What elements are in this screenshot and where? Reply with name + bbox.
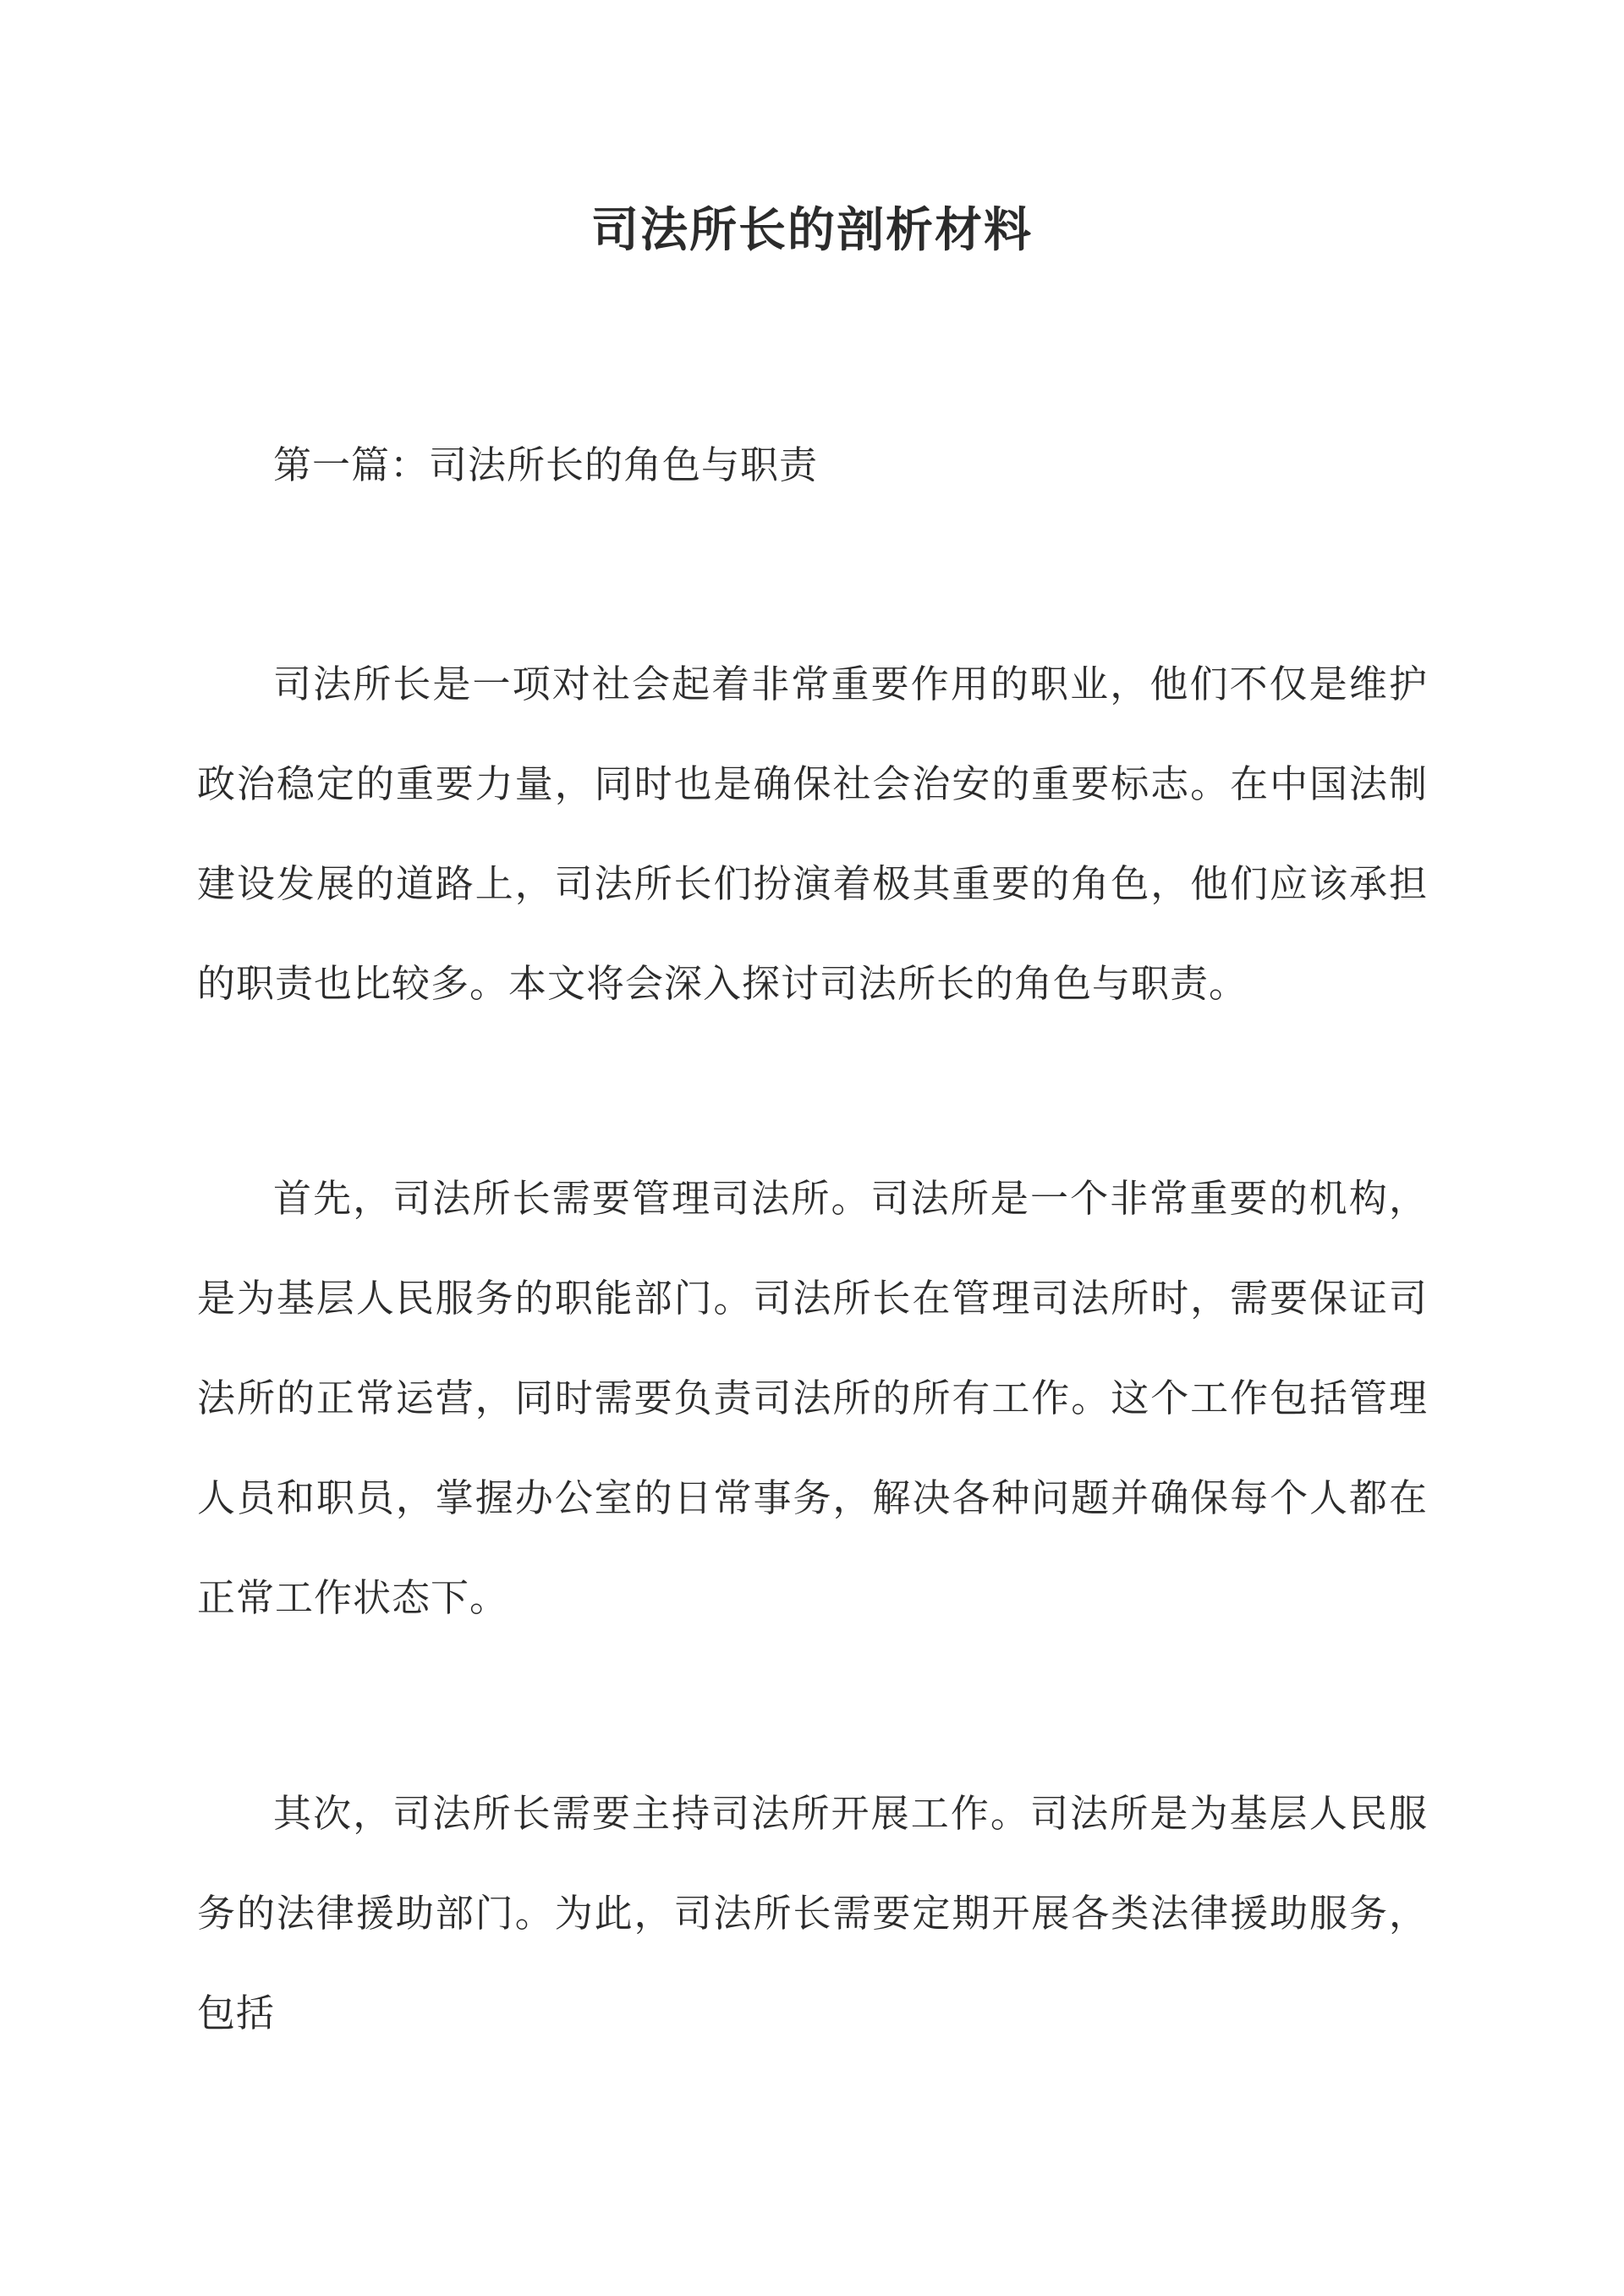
document-title: 司法所长的剖析材料 — [591, 202, 1033, 258]
paragraph-legal-aid: 其次，司法所长需要主持司法所开展工作。司法所是为基层人民服务的法律援助部门。为此，司法所长需要定期开展各类法律援助服务，包括 — [197, 1791, 1428, 2035]
paragraph-role-overview: 司法所长是一项对社会起着非常重要作用的职业，他们不仅是维护政治稳定的重要力量，同时也是确保社会治安的重要标志。在中国法制建设发展的道路上，司法所长们扮演着极其重要的角色，他们应该承担的职责也比较多。本文将会深入探讨司法所长的角色与职责。 — [197, 662, 1428, 1006]
section-heading: 第一篇：司法所长的角色与职责 — [273, 442, 819, 487]
paragraph-manage-office: 首先，司法所长需要管理司法所。司法所是一个非常重要的机构，是为基层人民服务的职能部门。司法所长在管理司法所时，需要保证司法所的正常运营，同时需要负责司法所的所有工作。这个工作包括管理人员和职员，掌握办公室的日常事务，解决各种问题并确保每个人都在正常工作状态下。 — [197, 1176, 1428, 1620]
